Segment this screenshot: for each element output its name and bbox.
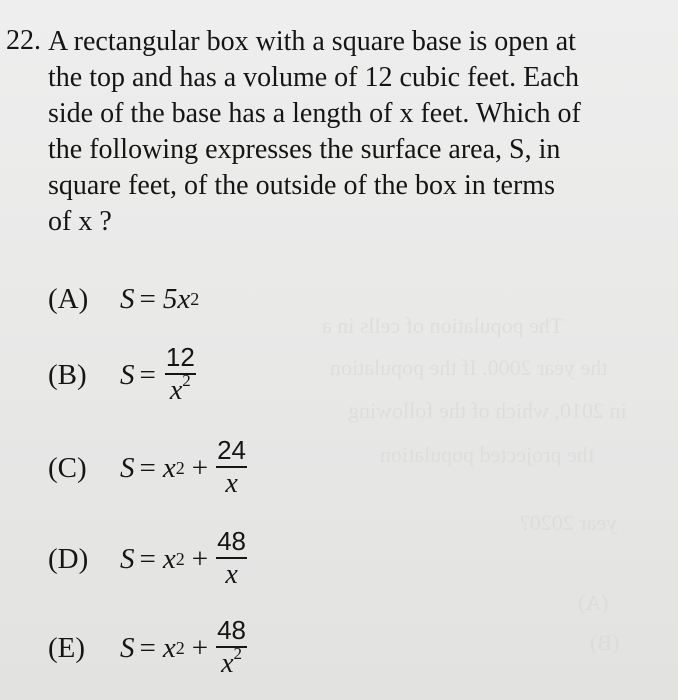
fraction: [216, 527, 247, 590]
numerator: 12: [165, 343, 196, 375]
variable-s: S: [120, 451, 135, 484]
numerator: 24: [216, 436, 247, 468]
variable-s: S: [120, 542, 135, 575]
choice-c[interactable]: (C) S = x 2 + $\frac{24}{x}$: [48, 435, 247, 499]
bleed-through-text-5: year 2020?: [520, 510, 618, 535]
denominator-exponent: 2: [182, 371, 191, 390]
variable-s: S: [120, 358, 135, 391]
variable-s: S: [120, 631, 135, 664]
question-line: square feet, of the outside of the box in terms: [48, 170, 555, 201]
bleed-through-text-7: (B): [590, 630, 620, 655]
choice-label: (D): [48, 542, 89, 575]
equals-sign: =: [139, 542, 156, 575]
fraction: [216, 616, 247, 679]
denominator: [225, 468, 237, 499]
equals-sign: =: [139, 358, 156, 391]
question-text: [48, 24, 658, 240]
denominator: [225, 559, 237, 590]
denominator: [169, 371, 191, 406]
numerator: 48: [216, 616, 247, 648]
term: x: [162, 542, 176, 575]
plus-sign: +: [191, 542, 209, 575]
choice-e[interactable]: (E) S = x 2 + $\frac{48}{x^2}$: [48, 615, 247, 679]
denominator: [221, 644, 243, 679]
denominator-base: x: [169, 375, 183, 406]
choice-label: (A): [48, 283, 89, 315]
question-line: A rectangular box with a square base is open at: [48, 26, 576, 57]
bleed-through-text-6: (A): [578, 590, 609, 615]
variable-s: S: [120, 283, 135, 315]
fraction: [216, 436, 247, 499]
choice-label: (C): [48, 451, 87, 484]
denominator-exponent: 2: [233, 644, 243, 663]
denominator-base: x: [225, 468, 238, 499]
fraction: [165, 343, 196, 406]
choice-label: (B): [48, 358, 87, 391]
term: x: [162, 451, 176, 484]
equals-sign: =: [139, 451, 156, 484]
question-number: 22.: [6, 25, 41, 56]
denominator-base: x: [221, 648, 234, 679]
question-line: of x ?: [48, 206, 112, 237]
term: 5x: [162, 283, 191, 315]
equals-sign: =: [139, 631, 156, 664]
numerator: 48: [216, 527, 247, 559]
term: x: [162, 631, 176, 664]
choice-a[interactable]: (A) S = 5x 2: [48, 283, 200, 315]
plus-sign: +: [191, 631, 209, 664]
equals-sign: =: [139, 283, 156, 315]
bleed-through-text-4: the projected population: [380, 442, 594, 467]
denominator-base: x: [225, 559, 238, 590]
bleed-through-text-1: The population of cells in a: [322, 313, 564, 338]
choice-label: (E): [48, 631, 86, 664]
choice-d[interactable]: (D) S = x 2 + $\frac{48}{x}$: [48, 526, 247, 590]
plus-sign: +: [191, 451, 209, 484]
question-line: side of the base has a length of x feet. Which of: [48, 98, 581, 129]
choice-b[interactable]: [48, 343, 196, 406]
question-line: the following expresses the surface area, S, in: [48, 134, 561, 165]
bleed-through-text-2: the year 2000. If the population: [330, 355, 608, 380]
question-line: the top and has a volume of 12 cubic feet. Each: [48, 62, 580, 93]
bleed-through-text-3: in 2010, which of the following: [348, 398, 627, 423]
